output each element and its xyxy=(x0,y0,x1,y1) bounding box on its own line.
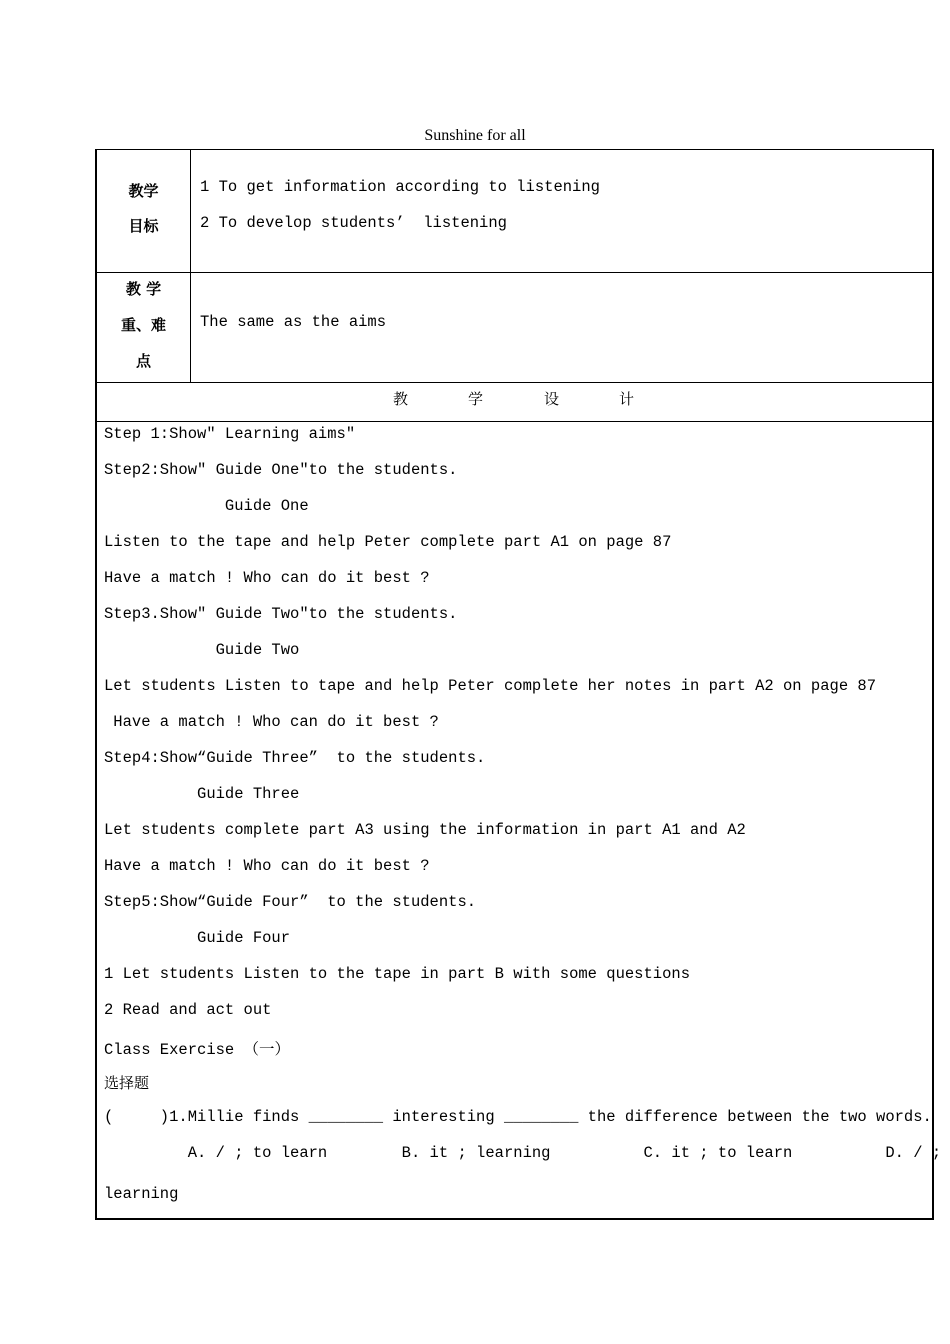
design-header-char: 计 xyxy=(619,390,635,408)
design-line: Guide One xyxy=(104,497,309,515)
key-points-text: The same as the aims xyxy=(200,313,387,331)
objective-item: 1 To get information according to listening xyxy=(200,178,600,196)
design-header-char: 教 xyxy=(393,390,409,408)
design-line: learning xyxy=(104,1185,179,1203)
design-line: Guide Three xyxy=(104,785,300,803)
design-line: 1 Let students Listen to the tape in part B with some questions xyxy=(104,965,690,983)
design-line: Let students complete part A3 using the information in part A1 and A2 xyxy=(104,821,746,839)
table-border-bottom xyxy=(95,1218,933,1220)
design-header-char: 设 xyxy=(544,390,560,408)
key-points-label-line3: 点 xyxy=(135,352,151,370)
design-line: Have a match ! Who can do it best ? xyxy=(104,857,430,875)
table-border-top xyxy=(95,149,933,150)
design-header-char: 学 xyxy=(468,390,484,408)
table-divider xyxy=(95,421,933,422)
design-line: Step5:Show“Guide Four” to the students. xyxy=(104,893,477,911)
table-divider xyxy=(95,272,933,273)
objective-item: 2 To develop students’ listening xyxy=(200,214,507,232)
table-column-divider xyxy=(190,149,191,383)
table-divider xyxy=(95,382,933,383)
design-line: Let students Listen to tape and help Peter complete her notes in part A2 on page 87 xyxy=(104,677,877,695)
key-points-label-line2: 重、难 xyxy=(120,316,166,334)
objectives-label-line2: 目标 xyxy=(128,217,159,235)
objectives-label-line1: 教学 xyxy=(128,182,159,200)
design-line: A. / ; to learn B. it ; learning C. it ; to learn D. / ; xyxy=(104,1144,942,1162)
design-line: Listen to the tape and help Peter complete part A1 on page 87 xyxy=(104,533,672,551)
design-line: Have a match ! Who can do it best ? xyxy=(104,713,439,731)
design-line: 选择题 xyxy=(104,1074,150,1092)
design-line: Step4:Show“Guide Three” to the students. xyxy=(104,749,486,767)
document-title: Sunshine for all xyxy=(424,127,526,144)
key-points-label-line1: 教 学 xyxy=(125,280,162,298)
design-line: Guide Four xyxy=(104,929,291,947)
table-border-right xyxy=(932,149,934,1220)
design-line: ( )1.Millie finds ________ interesting ________ the difference between the two words. xyxy=(104,1108,932,1126)
design-line: Step3.Show″ Guide Two″to the students. xyxy=(104,605,458,623)
design-line: Have a match ! Who can do it best ? xyxy=(104,569,430,587)
design-line: Step 1:Show″ Learning aims″ xyxy=(104,425,356,443)
design-line: 2 Read and act out xyxy=(104,1001,272,1019)
table-border-left xyxy=(95,149,97,1220)
design-line: Guide Two xyxy=(104,641,300,659)
design-line: Step2:Show″ Guide One″to the students. xyxy=(104,461,458,479)
design-line: Class Exercise （一） xyxy=(104,1041,291,1059)
